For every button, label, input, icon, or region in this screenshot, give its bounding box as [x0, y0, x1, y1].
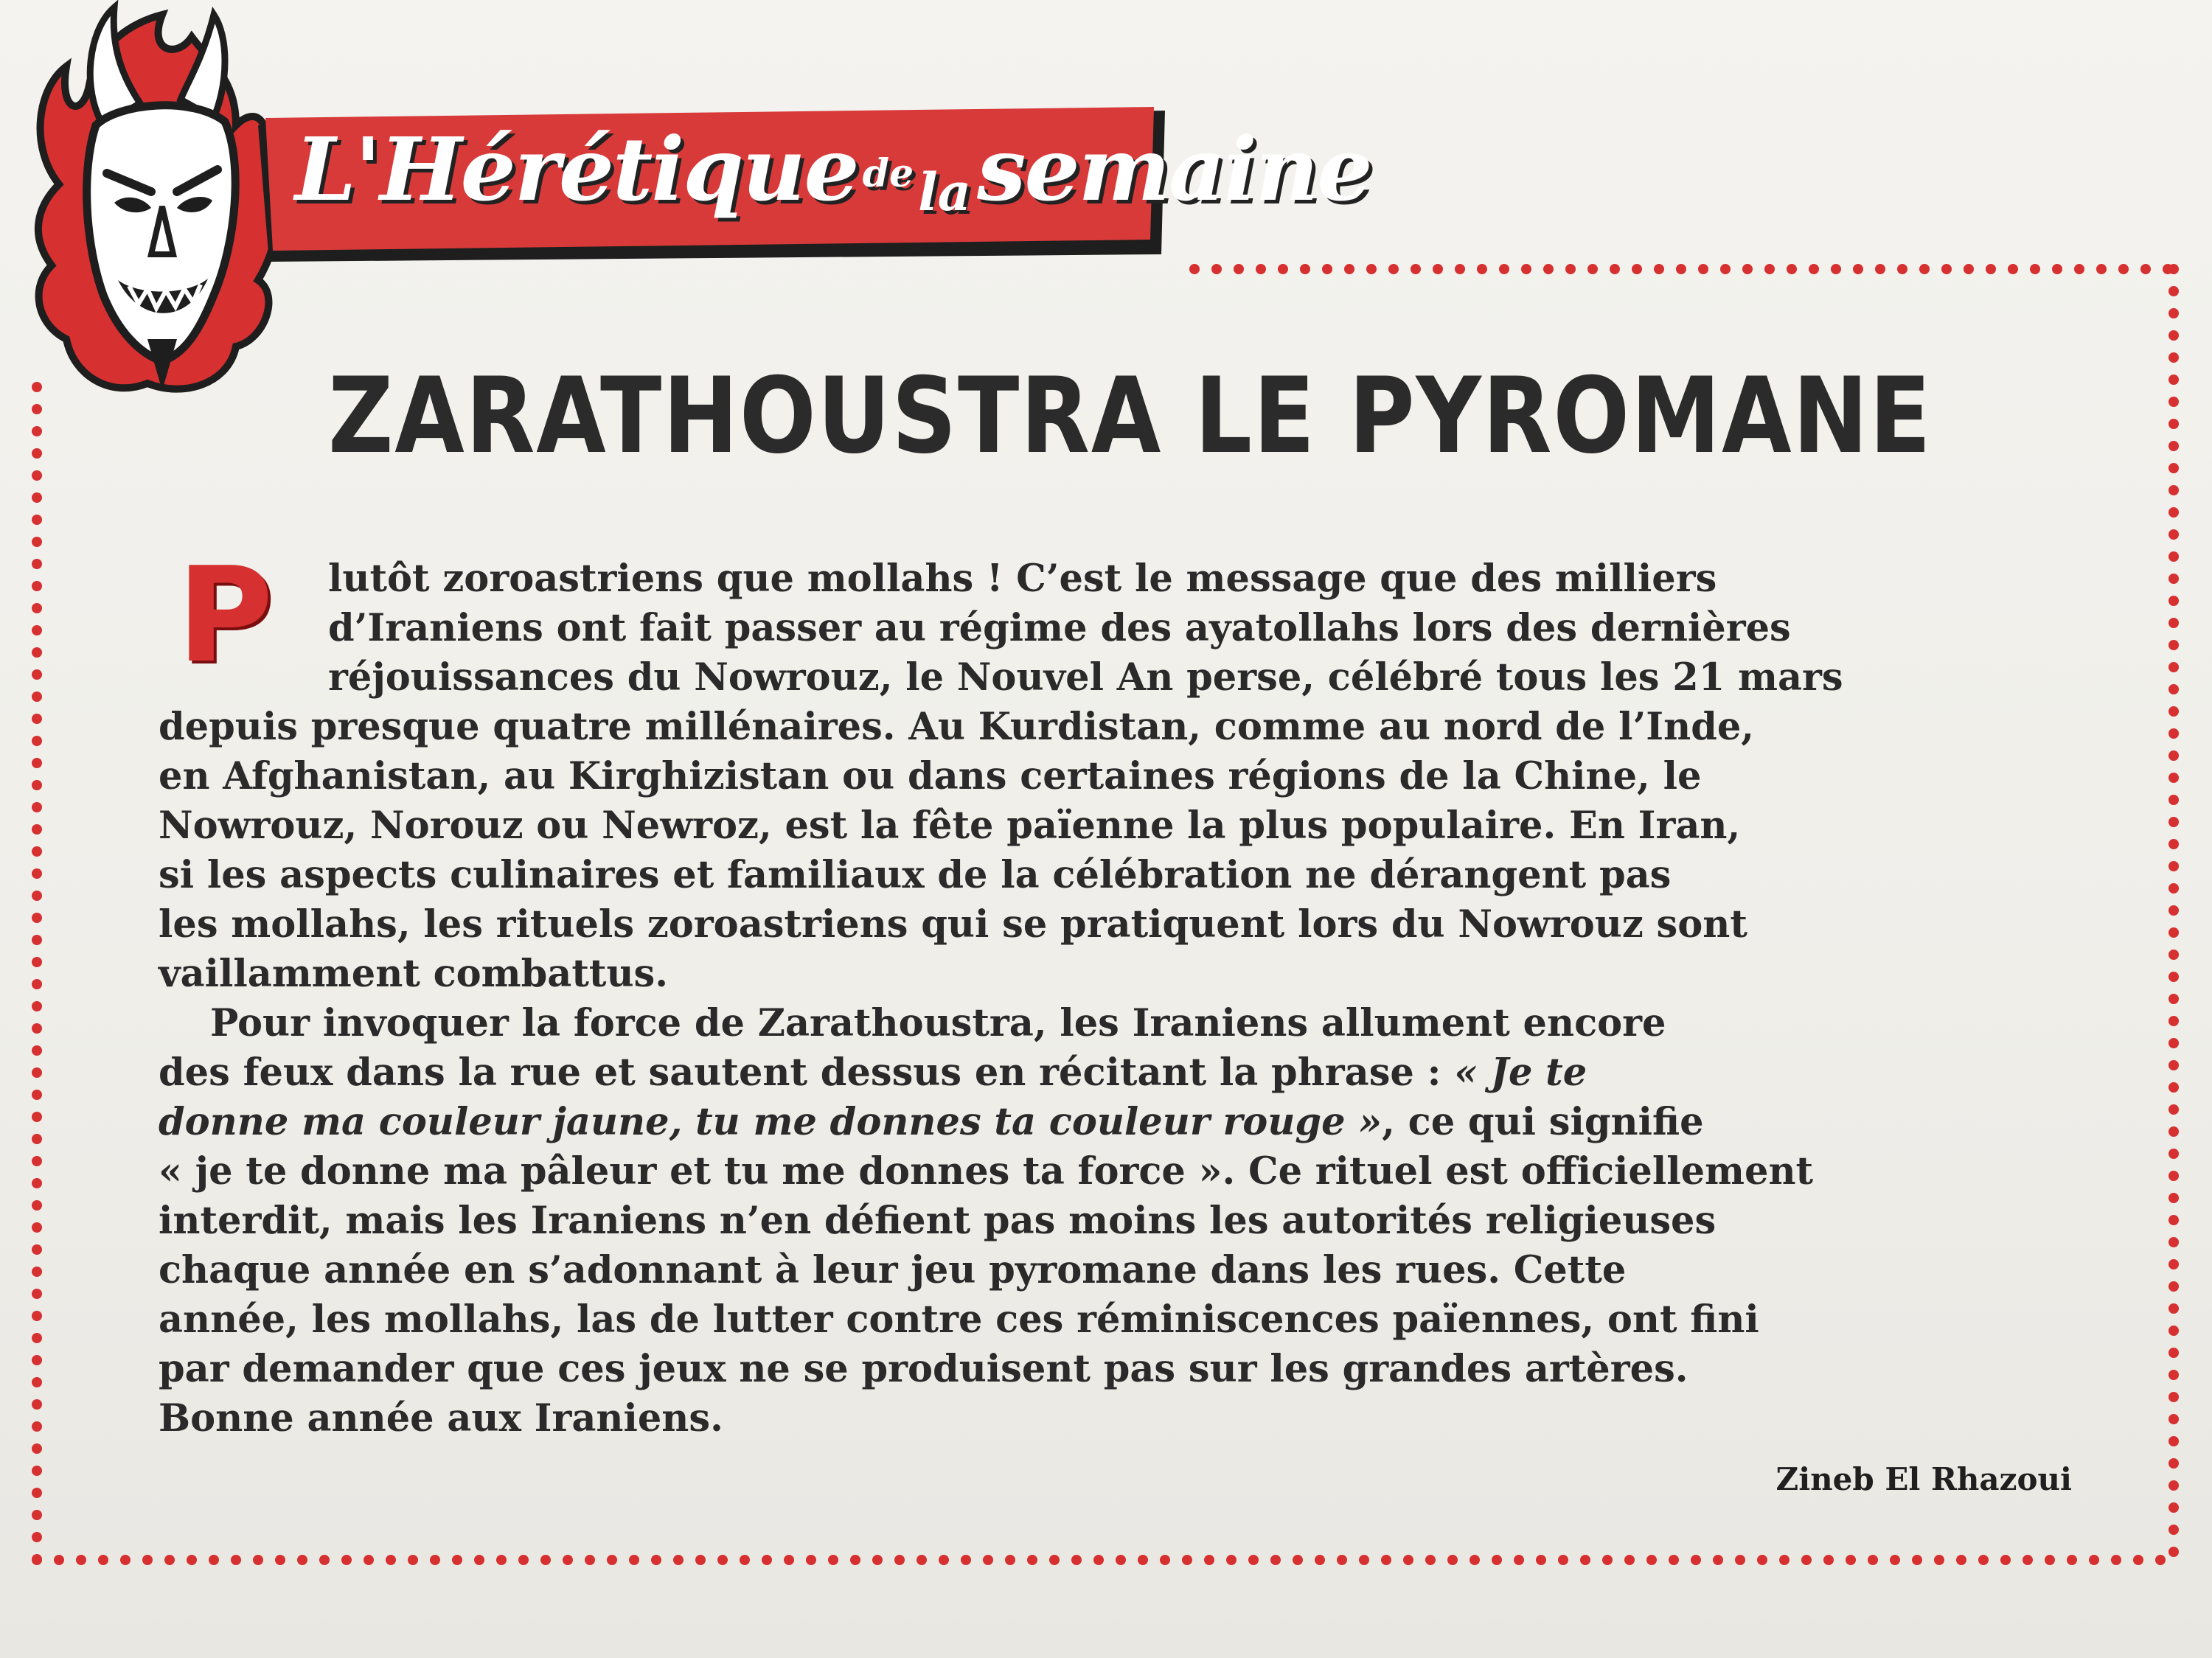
frame-dot: [32, 1067, 42, 1078]
frame-dot: [32, 1023, 42, 1034]
frame-dot: [2074, 264, 2084, 274]
frame-dot: [1492, 1555, 1502, 1565]
frame-dot: [2168, 1370, 2179, 1380]
frame-dot: [1337, 1555, 1347, 1565]
frame-dot: [32, 1112, 42, 1122]
frame-dot: [1912, 1555, 1922, 1565]
frame-dot: [2168, 1215, 2179, 1225]
frame-dot: [2168, 1259, 2179, 1269]
frame-dot: [2118, 264, 2129, 274]
frame-dot: [2168, 662, 2179, 672]
frame-dot: [253, 1555, 263, 1565]
frame-dot: [2168, 1303, 2179, 1314]
frame-dot: [2168, 1016, 2179, 1026]
frame-dot: [32, 1289, 42, 1299]
frame-dot: [1027, 1555, 1037, 1565]
p2-line-2-text: des feux dans la rue et sautent dessus en récitant la phrase :: [159, 1051, 1455, 1095]
frame-dot: [32, 1333, 42, 1343]
frame-dot: [1366, 264, 1377, 274]
frame-dot: [1182, 1555, 1192, 1565]
frame-dot: [695, 1555, 706, 1565]
frame-dot: [1934, 1555, 1944, 1565]
frame-dot: [540, 1555, 551, 1565]
frame-dot: [164, 1555, 175, 1565]
frame-dot: [1698, 264, 1708, 274]
frame-dot: [1580, 1555, 1590, 1565]
frame-dot: [1093, 1555, 1104, 1565]
frame-dot: [2168, 1458, 2179, 1469]
frame-dot: [2168, 618, 2179, 628]
frame-dot: [32, 979, 42, 989]
frame-dot: [1226, 1555, 1237, 1565]
frame-dot: [1897, 264, 1907, 274]
frame-dot: [1270, 1555, 1281, 1565]
frame-dot: [2168, 883, 2179, 894]
frame-dot: [2111, 1555, 2121, 1565]
frame-dot: [2168, 972, 2179, 982]
frame-dot: [1764, 264, 1775, 274]
frame-dot: [2045, 1555, 2055, 1565]
frame-dot: [1189, 264, 1200, 274]
frame-dot: [32, 868, 42, 879]
frame-dot: [1742, 264, 1753, 274]
frame-dot: [983, 1555, 993, 1565]
p2-line-1: Pour invoquer la force de Zarathoustra, les Iraniens allument encore: [210, 1001, 1666, 1045]
frame-dot: [2089, 1555, 2099, 1565]
frame-dot: [2168, 1193, 2179, 1203]
frame-dot: [1049, 1555, 1060, 1565]
frame-dot: [2168, 684, 2179, 694]
frame-dot: [1978, 1555, 1989, 1565]
frame-dot: [341, 1555, 352, 1565]
frame-dot: [1986, 264, 1996, 274]
p2-line-6: chaque année en s’adonnant à leur jeu pyromane dans les rues. Cette: [159, 1248, 1627, 1292]
frame-dot: [32, 470, 42, 481]
frame-dot: [1964, 264, 1974, 274]
frame-dot: [1831, 264, 1841, 274]
frame-dot: [76, 1555, 86, 1565]
banner-word-heretique: L'Hérétique: [295, 118, 858, 220]
frame-dot: [2168, 706, 2179, 717]
p2-line-2: [159, 1048, 2061, 1098]
frame-dot: [1691, 1555, 1701, 1565]
frame-dot: [1757, 1555, 1767, 1565]
frame-dot: [2168, 1237, 2179, 1247]
frame-dot: [2168, 375, 2179, 385]
frame-dot: [2168, 286, 2179, 296]
frame-dot: [1646, 1555, 1657, 1565]
frame-dot: [2140, 264, 2151, 274]
frame-dot: [2168, 1171, 2179, 1181]
frame-dot: [297, 1555, 307, 1565]
frame-dot: [98, 1555, 108, 1565]
p1-line-2: d’Iraniens ont fait passer au régime des ayatollahs lors des dernières: [328, 606, 1791, 650]
p1-line-3: réjouissances du Nowrouz, le Nouvel An perse, célébré tous les 21 mars: [328, 655, 1843, 700]
frame-dot: [32, 492, 42, 503]
frame-dot: [32, 669, 42, 680]
frame-dot: [1005, 1555, 1015, 1565]
frame-dot: [2168, 507, 2179, 518]
frame-dot: [1602, 1555, 1613, 1565]
frame-dot: [32, 846, 42, 857]
frame-dot: [2168, 1348, 2179, 1358]
article-body: [159, 539, 2061, 1443]
bleed-through-texture: [1253, 15, 1868, 115]
frame-dot: [1654, 264, 1664, 274]
frame-dot: [142, 1555, 153, 1565]
frame-dot: [1565, 264, 1576, 274]
frame-dot: [2168, 441, 2179, 451]
frame-dot: [2168, 1414, 2179, 1424]
author-signature: Zineb El Rhazoui: [1775, 1461, 2072, 1497]
frame-dot: [32, 758, 42, 768]
frame-dot: [1514, 1555, 1524, 1565]
banner-title: [295, 118, 1371, 243]
frame-dot: [32, 935, 42, 945]
frame-dot: [2000, 1555, 2011, 1565]
banner-word-semaine: semaine: [977, 118, 1371, 220]
frame-dot: [209, 1555, 219, 1565]
p1-line-9: vaillamment combattus.: [159, 952, 669, 996]
frame-dot: [1278, 264, 1288, 274]
p2-quote-start: « Je te: [1454, 1051, 1587, 1095]
frame-dot: [452, 1555, 462, 1565]
frame-dot: [1624, 1555, 1635, 1565]
frame-dot: [1293, 1555, 1303, 1565]
frame-dot: [2168, 419, 2179, 429]
frame-dot: [2067, 1555, 2077, 1565]
frame-dot: [32, 559, 42, 569]
frame-dot: [1735, 1555, 1745, 1565]
frame-dot: [2168, 905, 2179, 916]
frame-dot: [32, 1178, 42, 1188]
p1-line-8: les mollahs, les rituels zoroastriens qui se pratiquent lors du Nowrouz sont: [159, 902, 1747, 947]
frame-dot: [1610, 264, 1620, 274]
frame-dot: [1359, 1555, 1369, 1565]
frame-dot: [2168, 950, 2179, 960]
frame-dot: [872, 1555, 883, 1565]
frame-dot: [2168, 1038, 2179, 1048]
frame-dot: [1787, 264, 1797, 274]
frame-dot: [2168, 1326, 2179, 1336]
frame-dot: [2168, 1126, 2179, 1137]
frame-dot: [2168, 352, 2179, 363]
frame-dot: [32, 1311, 42, 1321]
frame-dot: [1388, 264, 1399, 274]
frame-dot: [32, 714, 42, 724]
frame-dot: [2168, 750, 2179, 761]
frame-dot: [1846, 1555, 1856, 1565]
frame-dot: [32, 603, 42, 613]
frame-dot: [2168, 1480, 2179, 1491]
frame-dot: [1411, 264, 1421, 274]
frame-dot: [2168, 1502, 2179, 1513]
frame-dot: [54, 1555, 64, 1565]
p2-line-3: [159, 1098, 2061, 1147]
frame-dot: [784, 1555, 794, 1565]
frame-dot: [32, 692, 42, 702]
frame-dot: [1477, 264, 1487, 274]
frame-dot: [32, 824, 42, 835]
banner-word-la: la: [918, 161, 972, 223]
frame-dot: [32, 1200, 42, 1211]
frame-dot: [2168, 330, 2179, 341]
frame-dot: [32, 802, 42, 812]
frame-dot: [2155, 1555, 2166, 1565]
frame-dot: [120, 1555, 131, 1565]
drop-cap: P: [177, 539, 274, 692]
frame-dot: [1455, 264, 1465, 274]
frame-dot: [364, 1555, 374, 1565]
frame-dot: [32, 736, 42, 746]
frame-dot: [2168, 773, 2179, 783]
frame-dot: [32, 581, 42, 591]
frame-dot: [32, 891, 42, 901]
frame-dot: [1499, 264, 1509, 274]
frame-dot: [32, 913, 42, 923]
frame-dot: [2133, 1555, 2143, 1565]
frame-dot: [1204, 1555, 1214, 1565]
frame-dot: [651, 1555, 661, 1565]
frame-dot: [1919, 264, 1930, 274]
frame-dot: [1543, 264, 1554, 274]
frame-dot: [1256, 264, 1266, 274]
p1-line-1: lutôt zoroastriens que mollahs ! C’est le message que des milliers: [328, 557, 1717, 601]
frame-dot: [32, 1532, 42, 1542]
frame-dot: [1160, 1555, 1170, 1565]
p2-line-9: Bonne année aux Iraniens.: [159, 1396, 723, 1441]
frame-dot: [408, 1555, 418, 1565]
frame-dot: [607, 1555, 617, 1565]
frame-dot: [2023, 1555, 2033, 1565]
frame-dot: [1779, 1555, 1790, 1565]
frame-dot: [1521, 264, 1531, 274]
frame-dot: [2168, 397, 2179, 407]
frame-dot: [2168, 1281, 2179, 1292]
frame-dot: [1116, 1555, 1126, 1565]
frame-dot: [2168, 817, 2179, 827]
frame-dot: [32, 1090, 42, 1100]
frame-dot: [2168, 994, 2179, 1004]
frame-dot: [32, 957, 42, 967]
frame-dot: [961, 1555, 971, 1565]
frame-dot: [32, 1377, 42, 1387]
frame-dot: [32, 537, 42, 547]
frame-dot: [1676, 264, 1686, 274]
frame-dot: [518, 1555, 529, 1565]
frame-dot: [187, 1555, 197, 1565]
frame-dot: [917, 1555, 927, 1565]
frame-dot: [1801, 1555, 1812, 1565]
frame-dot: [2168, 264, 2179, 274]
frame-dot: [850, 1555, 860, 1565]
frame-dot: [1322, 264, 1332, 274]
frame-dot: [828, 1555, 838, 1565]
frame-dot: [1300, 264, 1310, 274]
frame-dot: [1720, 264, 1731, 274]
frame-dot: [2168, 1060, 2179, 1070]
frame-dot: [563, 1555, 573, 1565]
frame-dot: [2008, 264, 2018, 274]
frame-dot: [894, 1555, 905, 1565]
frame-dot: [32, 515, 42, 525]
frame-dot: [430, 1555, 440, 1565]
frame-dot: [32, 1156, 42, 1166]
frame-dot: [1344, 264, 1354, 274]
article-headline: ZARATHOUSTRA LE PYROMANE: [328, 355, 1933, 477]
frame-dot: [2168, 1104, 2179, 1115]
frame-dot: [1669, 1555, 1679, 1565]
frame-dot: [2168, 795, 2179, 805]
frame-dot: [32, 1421, 42, 1432]
frame-dot: [231, 1555, 241, 1565]
frame-dot: [1956, 1555, 1966, 1565]
frame-dot: [2168, 861, 2179, 871]
frame-dot: [2168, 1525, 2179, 1535]
frame-dot: [1470, 1555, 1480, 1565]
p2-line-3-text: , ce qui signifie: [1382, 1100, 1704, 1144]
frame-dot: [32, 1222, 42, 1233]
frame-dot: [1875, 264, 1885, 274]
frame-dot: [496, 1555, 507, 1565]
frame-dot: [629, 1555, 639, 1565]
frame-dot: [2168, 574, 2179, 584]
frame-dot: [2030, 264, 2040, 274]
frame-dot: [2168, 728, 2179, 739]
frame-dot: [32, 1267, 42, 1277]
frame-dot: [1248, 1555, 1259, 1565]
frame-dot: [2168, 596, 2179, 606]
frame-dot: [740, 1555, 750, 1565]
frame-dot: [32, 1443, 42, 1454]
frame-dot: [1071, 1555, 1082, 1565]
frame-dot: [717, 1555, 728, 1565]
banner-word-de: de: [862, 151, 914, 196]
frame-dot: [762, 1555, 772, 1565]
frame-dot: [2168, 1392, 2179, 1402]
p1-line-5: en Afghanistan, au Kirghizistan ou dans certaines régions de la Chine, le: [159, 754, 1702, 798]
frame-dot: [2168, 529, 2179, 540]
frame-dot: [585, 1555, 595, 1565]
frame-dot: [1809, 264, 1819, 274]
frame-dot: [2168, 927, 2179, 938]
frame-dot: [32, 1488, 42, 1498]
frame-dot: [1403, 1555, 1413, 1565]
p1-line-4: depuis presque quatre millénaires. Au Kurdistan, comme au nord de l’Inde,: [159, 705, 1755, 749]
p2-line-7: année, les mollahs, las de lutter contre ces réminiscences païennes, ont fini: [159, 1298, 1759, 1342]
frame-dot: [1433, 264, 1443, 274]
frame-dot: [2168, 308, 2179, 318]
frame-dot: [474, 1555, 484, 1565]
frame-dot: [1381, 1555, 1391, 1565]
frame-dot: [2168, 1436, 2179, 1446]
frame-dot: [1447, 1555, 1458, 1565]
frame-dot: [32, 1510, 42, 1520]
frame-dot: [2168, 1082, 2179, 1093]
frame-dot: [32, 647, 42, 658]
frame-dot: [32, 780, 42, 790]
frame-dot: [806, 1555, 816, 1565]
frame-dot: [2168, 551, 2179, 562]
frame-dot: [2168, 485, 2179, 495]
frame-dot: [1713, 1555, 1723, 1565]
frame-dot: [32, 1355, 42, 1365]
frame-dot: [2168, 463, 2179, 473]
frame-dot: [32, 1399, 42, 1410]
frame-dot: [2168, 1149, 2179, 1159]
frame-dot: [1211, 264, 1222, 274]
p2-line-5: interdit, mais les Iraniens n’en défient pas moins les autorités religieuses: [159, 1199, 1717, 1243]
frame-dot: [939, 1555, 949, 1565]
frame-dot: [32, 1001, 42, 1011]
frame-dot: [673, 1555, 684, 1565]
frame-dot: [2168, 839, 2179, 849]
frame-dot: [1558, 1555, 1568, 1565]
p2-line-4: « je te donne ma pâleur et tu me donnes ta force ». Ce rituel est officiellement: [159, 1149, 1814, 1194]
frame-dot: [2052, 264, 2062, 274]
frame-dot: [1890, 1555, 1900, 1565]
frame-dot: [386, 1555, 396, 1565]
frame-dot: [32, 1134, 42, 1144]
frame-dot: [1632, 264, 1642, 274]
frame-dot: [2168, 640, 2179, 650]
frame-dot: [32, 1554, 42, 1564]
frame-dot: [1138, 1555, 1148, 1565]
p2-quote-end: donne ma couleur jaune, tu me donnes ta couleur rouge »: [159, 1100, 1382, 1144]
frame-dot: [32, 625, 42, 635]
frame-dot: [32, 426, 42, 436]
frame-dot: [319, 1555, 330, 1565]
frame-dot: [1234, 264, 1244, 274]
p1-line-6: Nowrouz, Norouz ou Newroz, est la fête païenne la plus populaire. En Iran,: [159, 804, 1741, 848]
frame-dot: [1941, 264, 1952, 274]
frame-dot: [32, 448, 42, 459]
frame-dot: [1425, 1555, 1436, 1565]
frame-dot: [2168, 1547, 2179, 1557]
frame-dot: [1823, 1555, 1834, 1565]
frame-dot: [2096, 264, 2107, 274]
frame-dot: [1868, 1555, 1878, 1565]
p2-line-8: par demander que ces jeux ne se produisent pas sur les grandes artères.: [159, 1347, 1688, 1391]
frame-dot: [1536, 1555, 1546, 1565]
frame-dot: [32, 1244, 42, 1255]
frame-dot: [32, 1466, 42, 1476]
frame-dot: [1587, 264, 1598, 274]
frame-dot: [275, 1555, 285, 1565]
frame-dot: [32, 1045, 42, 1056]
frame-dot: [1853, 264, 1863, 274]
p1-line-7: si les aspects culinaires et familiaux de la célébration ne dérangent pas: [159, 853, 1672, 897]
frame-dot: [1315, 1555, 1325, 1565]
